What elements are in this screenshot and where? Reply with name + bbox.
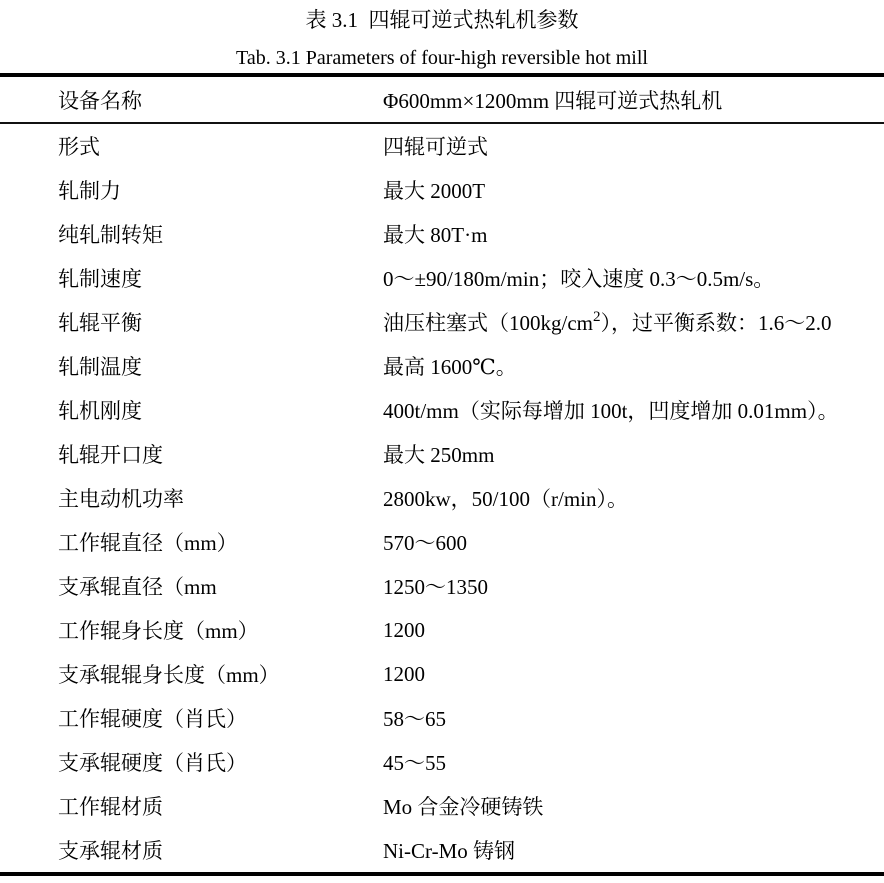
- param-value: 58～65: [383, 707, 446, 731]
- param-value: 0～±90/180m/min；咬入速度 0.3～0.5m/s。: [383, 267, 775, 291]
- param-value-text: ），过平衡系数：1.6～2.0: [600, 311, 832, 335]
- param-value: 1250～1350: [383, 575, 488, 599]
- param-value: 45～55: [383, 751, 446, 775]
- param-name: 工作辊硬度（肖氏）: [58, 707, 247, 731]
- table-row: [0, 212, 884, 256]
- param-value: Φ600mm×1200mm 四辊可逆式热轧机: [383, 88, 723, 113]
- param-value: 2800kw，50/100（r/min）。: [383, 487, 628, 511]
- param-name: 轧制速度: [58, 267, 142, 291]
- param-value: 最高 1600℃。: [383, 355, 517, 379]
- table-row: [0, 564, 884, 608]
- param-value: 最大 250mm: [383, 443, 495, 467]
- table-row: [0, 608, 884, 652]
- table-row: [0, 432, 884, 476]
- param-name: 主电动机功率: [58, 487, 184, 511]
- param-name: 工作辊身长度（mm）: [58, 619, 259, 643]
- table-row: [0, 520, 884, 564]
- param-name: 支承辊硬度（肖氏）: [58, 751, 247, 775]
- table-row: [0, 784, 884, 828]
- param-value: Ni-Cr-Mo 铸钢: [383, 839, 515, 863]
- param-value: 1200: [383, 617, 425, 642]
- table-caption-english: Tab. 3.1 Parameters of four-high reversible hot mill: [236, 47, 648, 69]
- parameter-table: [0, 73, 884, 876]
- table-row: [0, 476, 884, 520]
- table-row: [0, 828, 884, 872]
- table-row: [0, 77, 884, 124]
- param-name: 支承辊辊身长度（mm）: [58, 663, 280, 687]
- table-row: [0, 168, 884, 212]
- param-name: 工作辊直径（mm）: [58, 531, 238, 555]
- superscript-exponent: 2: [593, 309, 601, 326]
- param-value: 四辊可逆式: [383, 135, 488, 159]
- param-value: 400t/mm（实际每增加 100t，凹度增加 0.01mm）。: [383, 399, 839, 423]
- table-row: [0, 652, 884, 696]
- param-value: 570～600: [383, 531, 467, 555]
- param-value: Mo 合金冷硬铸铁: [383, 795, 544, 819]
- param-value-text: 油压柱塞式（100kg/cm: [383, 311, 593, 335]
- table-row: [0, 696, 884, 740]
- param-value: [383, 307, 884, 337]
- param-name: 支承辊直径（mm: [58, 575, 217, 599]
- param-name: 形式: [58, 135, 100, 159]
- table-row: [0, 388, 884, 432]
- param-name: 轧机刚度: [58, 399, 142, 423]
- param-name: 纯轧制转矩: [58, 223, 163, 247]
- param-value: 1200: [383, 661, 425, 686]
- table-row: [0, 300, 884, 344]
- table-row: [0, 740, 884, 784]
- param-name: 轧辊开口度: [58, 443, 163, 467]
- param-name: 支承辊材质: [58, 839, 163, 863]
- param-name: 轧制温度: [58, 355, 142, 379]
- table-caption-chinese: 表 3.1 四辊可逆式热轧机参数: [305, 8, 579, 32]
- param-name: 轧辊平衡: [58, 311, 142, 335]
- param-name: 轧制力: [58, 179, 121, 203]
- table-row: [0, 124, 884, 168]
- param-value: 最大 2000T: [383, 179, 486, 203]
- param-value: 最大 80T·m: [383, 223, 488, 247]
- table-row: [0, 344, 884, 388]
- param-name: 工作辊材质: [58, 795, 163, 819]
- param-name: 设备名称: [58, 88, 142, 113]
- table-row: [0, 256, 884, 300]
